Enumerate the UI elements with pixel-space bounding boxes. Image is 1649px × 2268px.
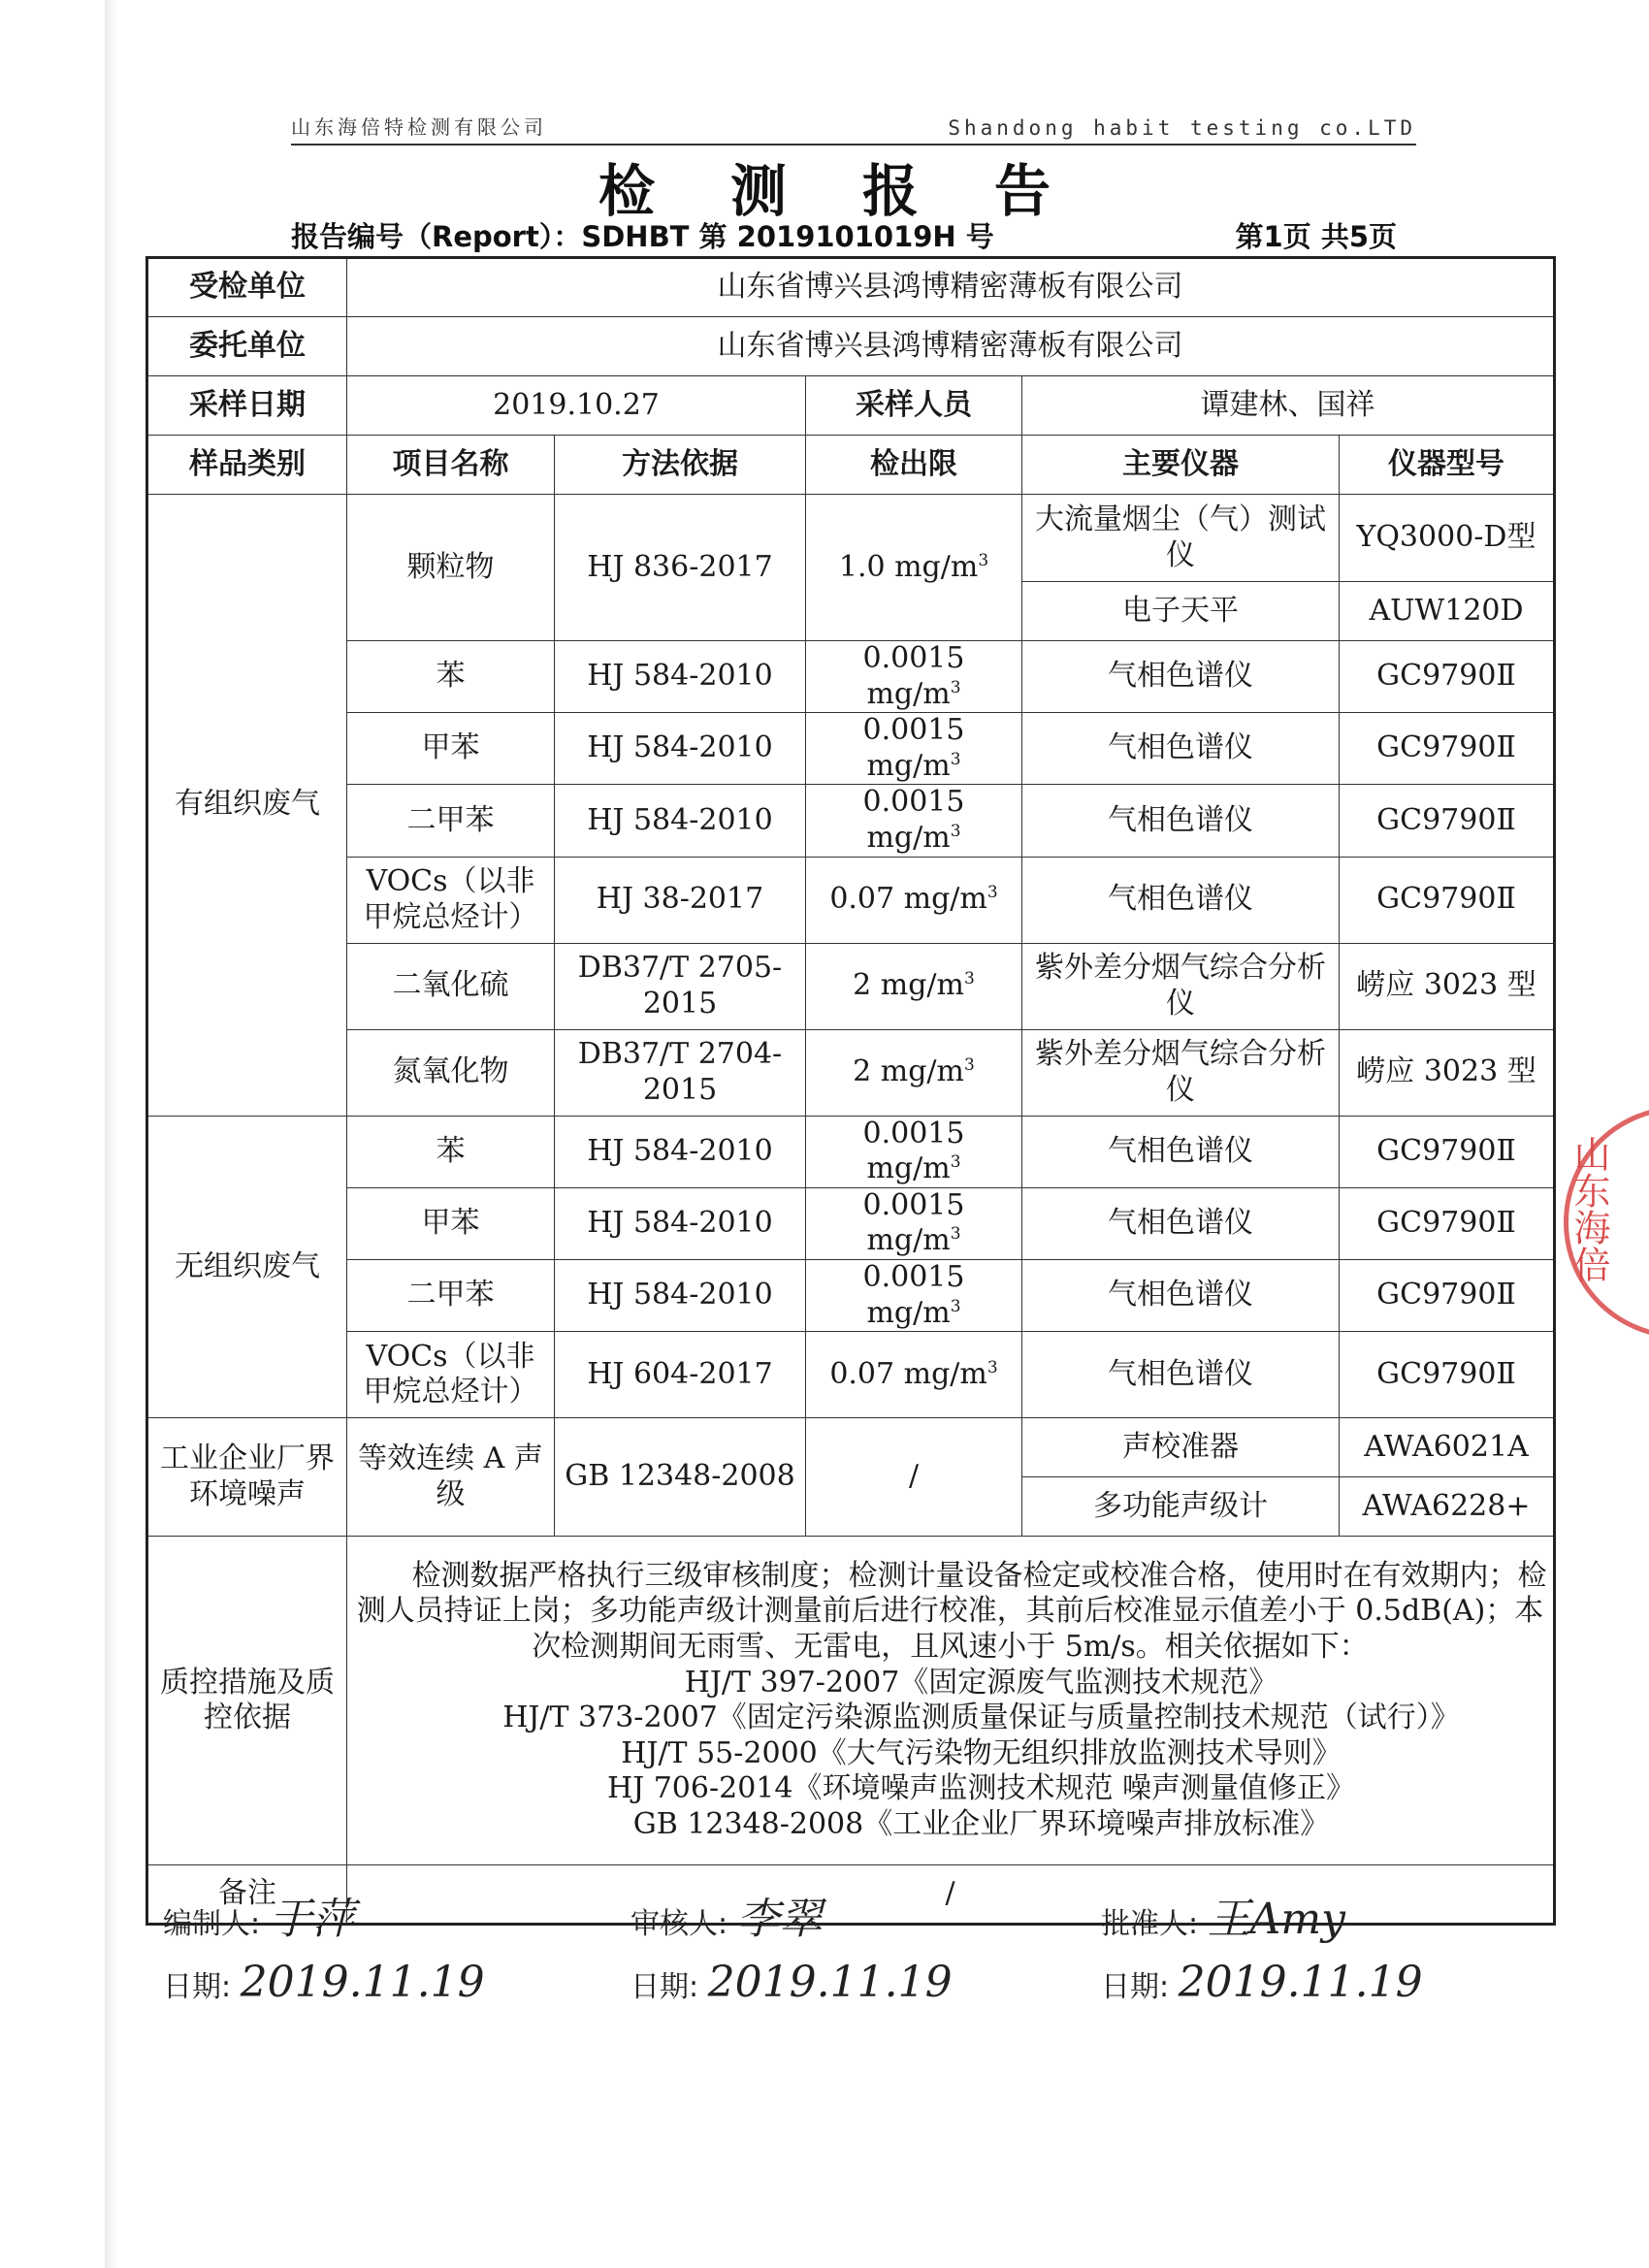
company-name-en: Shandong habit testing co.LTD [948,116,1416,140]
instrument-model: 崂应 3023 型 [1340,1029,1555,1116]
reviewed-by [630,1884,823,1946]
reviewed-signature: 李翠 [736,1895,823,1944]
inspected-unit-label: 受检单位 [147,258,347,317]
prepared-signature: 于萍 [269,1895,355,1944]
qc-reference: HJ/T 397-2007《固定源废气监测技术规范》 [684,1665,1278,1700]
letterhead [291,109,1416,146]
inspected-unit-value: 山东省博兴县鸿博精密薄板有限公司 [347,258,1555,317]
detection-limit: 0.0015 $mg/m^3$ [806,1259,1022,1331]
qc-reference: HJ 706-2014《环境噪声监测技术规范 噪声测量值修正》 [607,1771,1356,1806]
col-header: 项目名称 [347,436,555,495]
remark-label: 备注 [147,1865,347,1925]
col-header: 仪器型号 [1340,436,1555,495]
instrument-model: GC9790Ⅱ [1340,1187,1555,1259]
date-label: 日期: [1101,1970,1170,2004]
instrument-model: GC9790Ⅱ [1340,1116,1555,1187]
method: HJ 584-2010 [555,713,806,785]
client-unit-value: 山东省博兴县鸿博精密薄板有限公司 [347,317,1555,376]
table-row [147,785,1555,857]
instrument-model: GC9790Ⅱ [1340,857,1555,943]
method: HJ 604-2017 [555,1332,806,1418]
instrument: 声校准器 [1022,1418,1340,1477]
date-label: 日期: [163,1970,232,2004]
instrument: 大流量烟尘（气）测试仪 [1022,495,1340,582]
item-name: 甲苯 [347,1187,555,1259]
report-number: 报告编号（Report）：SDHBT 第 2019101019H 号 [291,220,994,253]
instrument: 气相色谱仪 [1022,1187,1340,1259]
instrument: 多功能声级计 [1022,1477,1340,1537]
report-title: 检测报告 [598,158,1126,224]
inspection-table [146,256,1556,1926]
method: HJ 38-2017 [555,857,806,943]
seal-text: 山东海倍 [1568,1135,1610,1282]
qc-reference: GB 12348-2008《工业企业厂界环境噪声排放标准》 [632,1806,1330,1841]
instrument-model: GC9790Ⅱ [1340,641,1555,713]
instrument-model: 崂应 3023 型 [1340,943,1555,1029]
sampling-date-value: 2019.10.27 [347,376,806,436]
reviewed-date [630,1958,953,2007]
method: DB37/T 2705-2015 [555,943,806,1029]
item-name: 二甲苯 [347,1259,555,1331]
detection-limit: 2 $mg/m^3$ [806,943,1022,1029]
qc-paragraph: 检测数据严格执行三级审核制度；检测计量设备检定或校准合格，使用时在有效期内；检测人员持证上岗；多功能声级计测量前后进行校准，其前后校准显示值差小于 0.5dB(A)；本次检测期间无雨雪、无雷电，且风速小于 5m/s。相关依据如下： [356,1558,1547,1664]
table-row [147,1332,1555,1418]
company-name-cn: 山东海倍特检测有限公司 [291,115,547,139]
table-row [147,857,1555,943]
detection-limit: 1.0 $mg/m^3$ [806,495,1022,641]
instrument-model: AWA6021A [1340,1418,1555,1477]
qc-reference: HJ/T 373-2007《固定污染源监测质量保证与质量控制技术规范（试行）》 [502,1701,1460,1735]
table-row [147,1259,1555,1331]
reviewed-date-handwritten: 2019.11.19 [707,1958,953,2007]
col-header: 主要仪器 [1022,436,1340,495]
report-number-line [291,215,1397,254]
item-name: 苯 [347,1116,555,1187]
prepared-label: 编制人: [163,1907,261,1941]
method: GB 12348-2008 [555,1418,806,1537]
method: HJ 584-2010 [555,1187,806,1259]
table-row [147,713,1555,785]
reviewed-label: 审核人: [630,1907,728,1941]
instrument: 电子天平 [1022,582,1340,641]
detection-limit: 0.0015 $mg/m^3$ [806,1187,1022,1259]
approved-signature: 王Amy [1207,1895,1346,1944]
method: HJ 584-2010 [555,785,806,857]
item-name: VOCs（以非甲烷总烃计） [347,1332,555,1418]
method: HJ 584-2010 [555,1259,806,1331]
instrument-model: YQ3000-D型 [1340,495,1555,582]
instrument: 气相色谱仪 [1022,641,1340,713]
col-header: 样品类别 [147,436,347,495]
instrument-model: GC9790Ⅱ [1340,1332,1555,1418]
category-unorganized-gas: 无组织废气 [147,1116,347,1418]
detection-limit: 0.0015 $mg/m^3$ [806,641,1022,713]
col-header: 方法依据 [555,436,806,495]
item-name: VOCs（以非甲烷总烃计） [347,857,555,943]
table-row [147,495,1555,582]
method: DB37/T 2704-2015 [555,1029,806,1116]
table-row [147,317,1555,376]
item-name: 苯 [347,641,555,713]
item-name: 颗粒物 [347,495,555,641]
table-row [147,1116,1555,1187]
qc-label: 质控措施及质控依据 [147,1537,347,1865]
remark-value: / [347,1865,1555,1925]
approved-date [1101,1958,1423,2007]
detection-limit: 0.0015 $mg/m^3$ [806,785,1022,857]
instrument: 气相色谱仪 [1022,1332,1340,1418]
prepared-date [163,1958,485,2007]
category-noise: 工业企业厂界环境噪声 [147,1418,347,1537]
sampler-label: 采样人员 [806,376,1022,436]
approved-label: 批准人: [1101,1907,1199,1941]
instrument-model: AUW120D [1340,582,1555,641]
instrument-model: GC9790Ⅱ [1340,713,1555,785]
col-header: 检出限 [806,436,1022,495]
table-row [147,1418,1555,1477]
approved-by [1101,1884,1345,1946]
category-organized-gas: 有组织废气 [147,495,347,1117]
detection-limit: 0.07 $mg/m^3$ [806,857,1022,943]
item-name: 氮氧化物 [347,1029,555,1116]
date-label: 日期: [630,1970,699,2004]
detection-limit: 2 $mg/m^3$ [806,1029,1022,1116]
method: HJ 584-2010 [555,1116,806,1187]
detection-limit: 0.0015 $mg/m^3$ [806,1116,1022,1187]
prepared-date-handwritten: 2019.11.19 [240,1958,485,2007]
instrument: 气相色谱仪 [1022,713,1340,785]
table-row [147,1029,1555,1116]
instrument: 气相色谱仪 [1022,785,1340,857]
detection-limit: 0.0015 $mg/m^3$ [806,713,1022,785]
qc-reference: HJ/T 55-2000《大气污染物无组织排放监测技术导则》 [621,1735,1342,1770]
qc-row [147,1537,1555,1865]
approved-date-handwritten: 2019.11.19 [1178,1958,1423,2007]
qc-content [347,1537,1555,1865]
instrument-model: GC9790Ⅱ [1340,785,1555,857]
sampler-value: 谭建林、国祥 [1022,376,1555,436]
instrument: 紫外差分烟气综合分析仪 [1022,943,1340,1029]
method: HJ 584-2010 [555,641,806,713]
item-name: 甲苯 [347,713,555,785]
table-row [147,641,1555,713]
detection-limit: 0.07 $mg/m^3$ [806,1332,1022,1418]
sampling-date-label: 采样日期 [147,376,347,436]
item-name: 二甲苯 [347,785,555,857]
instrument: 气相色谱仪 [1022,857,1340,943]
method: HJ 836-2017 [555,495,806,641]
scan-edge [105,0,118,2268]
page-info: 第1页 共5页 [1235,220,1397,253]
prepared-by [163,1884,355,1946]
table-row [147,258,1555,317]
instrument: 气相色谱仪 [1022,1259,1340,1331]
item-name: 二氧化硫 [347,943,555,1029]
instrument-model: GC9790Ⅱ [1340,1259,1555,1331]
client-unit-label: 委托单位 [147,317,347,376]
instrument: 气相色谱仪 [1022,1116,1340,1187]
table-row [147,1187,1555,1259]
detection-limit: / [806,1418,1022,1537]
column-header-row [147,436,1555,495]
instrument: 紫外差分烟气综合分析仪 [1022,1029,1340,1116]
table-row [147,376,1555,436]
table-row [147,943,1555,1029]
item-name: 等效连续 A 声级 [347,1418,555,1537]
instrument-model: AWA6228+ [1340,1477,1555,1537]
